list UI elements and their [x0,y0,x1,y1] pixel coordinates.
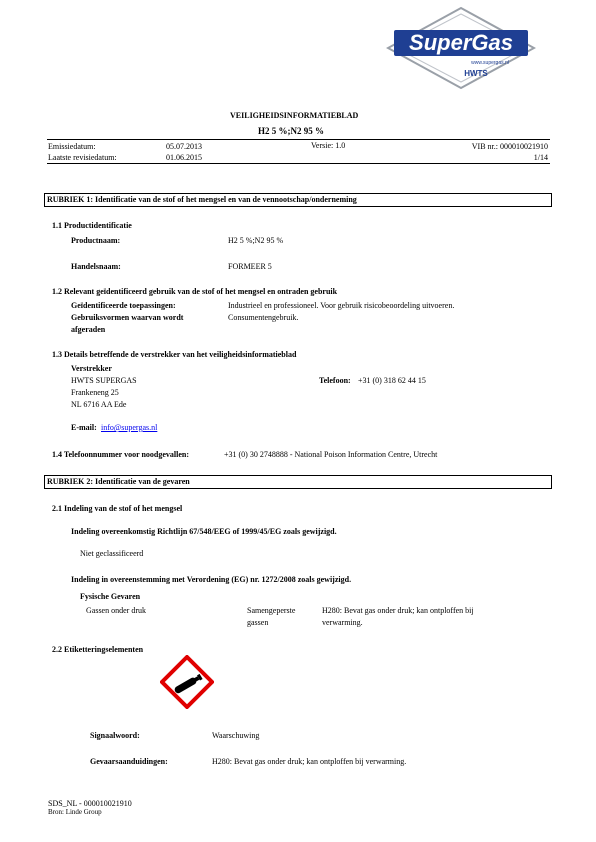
heading-1-4: 1.4 Telefoonnummer voor noodgevallen: [52,450,190,459]
verstrekker-label: Verstrekker [71,364,112,373]
header-rule-bottom [47,163,550,164]
version: Versie: 1.0 [311,141,346,150]
footer-bron: Bron: Linde Group [48,808,102,816]
heading-2-2: 2.2 Etiketteringselementen [52,645,144,654]
page-number: 1/14 [533,153,548,162]
signaalwoord-value: Waarschuwing [212,731,260,740]
niet-geclassificeerd: Niet geclassificeerd [80,549,144,558]
handelsnaam-value: FORMEER 5 [228,262,272,271]
gevaar-zin-2: verwarming. [322,618,363,627]
telefoon-label: Telefoon: [319,376,351,385]
signaalwoord-label: Signaalwoord: [90,731,140,740]
gebruik-value: Consumentengebruik. [228,313,299,322]
vib-number: VIB nr.: 000010021910 [471,142,548,151]
directive-title: Indeling overeenkomstig Richtlijn 67/548/EEG of 1999/45/EG zoals gewijzigd. [71,527,337,536]
revision-date: 01.06.2015 [166,153,202,162]
gevaarsaanduidingen-value: H280: Bevat gas onder druk; kan ontploffen bij verwarming. [212,757,407,766]
gevaar-zin-1: H280: Bevat gas onder druk; kan ontploffen bij [322,606,474,615]
heading-1-3: 1.3 Details betreffende de verstrekker van het veiligheidsinformatieblad [52,350,297,359]
productnaam-value: H2 5 %;N2 95 % [228,236,284,245]
supergas-logo [386,6,536,90]
issue-label: Emissiedatum: [48,142,96,151]
footer-sds: SDS_NL - 000010021910 [48,799,132,808]
heading-1-1: 1.1 Productidentificatie [52,221,132,230]
heading-1-2: 1.2 Relevant geïdentificeerd gebruik van de stof of het mengsel en ontraden gebruik [52,287,338,296]
gevaar-categorie-1: Samengeperste [247,606,296,615]
header-rule-top [47,139,550,140]
email-link[interactable]: info@supergas.nl [101,423,158,432]
section-2-title: RUBRIEK 2: Identificatie van de gevaren [47,477,190,486]
gebruik-label-1: Gebruiksvormen waarvan wordt [71,313,184,322]
gebruik-label-2: afgeraden [71,325,106,334]
issue-date: 05.07.2013 [166,142,202,151]
gevaarsaanduidingen-label: Gevaarsaanduidingen: [90,757,168,766]
company-name: HWTS SUPERGAS [71,376,137,385]
noodnummer-value: +31 (0) 30 2748888 - National Poison Information Centre, Utrecht [224,450,438,459]
section-1-title: RUBRIEK 1: Identificatie van de stof of het mengsel en van de vennootschap/onderneming [47,195,357,204]
fysische-gevaren-label: Fysische Gevaren [80,592,141,601]
toepassingen-value: Industrieel en professioneel. Voor gebruik risicobeoordeling uitvoeren. [228,301,455,310]
telefoon-value: +31 (0) 318 62 44 15 [358,376,426,385]
heading-2-1: 2.1 Indeling van de stof of het mengsel [52,504,183,513]
company-city: NL 6716 AA Ede [71,400,127,409]
handelsnaam-label: Handelsnaam: [71,262,121,271]
logo-brand: SuperGas [409,30,513,55]
header-product: H2 5 %;N2 95 % [258,126,324,136]
productnaam-label: Productnaam: [71,236,121,245]
doc-title: VEILIGHEIDSINFORMATIEBLAD [230,111,359,120]
revision-label: Laatste revisiedatum: [48,153,117,162]
gevaar-klasse: Gassen onder druk [86,606,146,615]
logo-sub: HWTS [464,69,488,78]
toepassingen-label: Geïdentificeerde toepassingen: [71,301,176,310]
gevaar-categorie-2: gassen [247,618,269,627]
logo-url: www.supergas.nl [471,60,509,66]
company-street: Frankeneng 25 [71,388,119,397]
gas-cylinder-pictogram-icon [160,655,214,709]
email-label: E-mail: [71,423,97,432]
clp-title: Indeling in overeenstemming met Verordening (EG) nr. 1272/2008 zoals gewijzigd. [71,575,352,584]
